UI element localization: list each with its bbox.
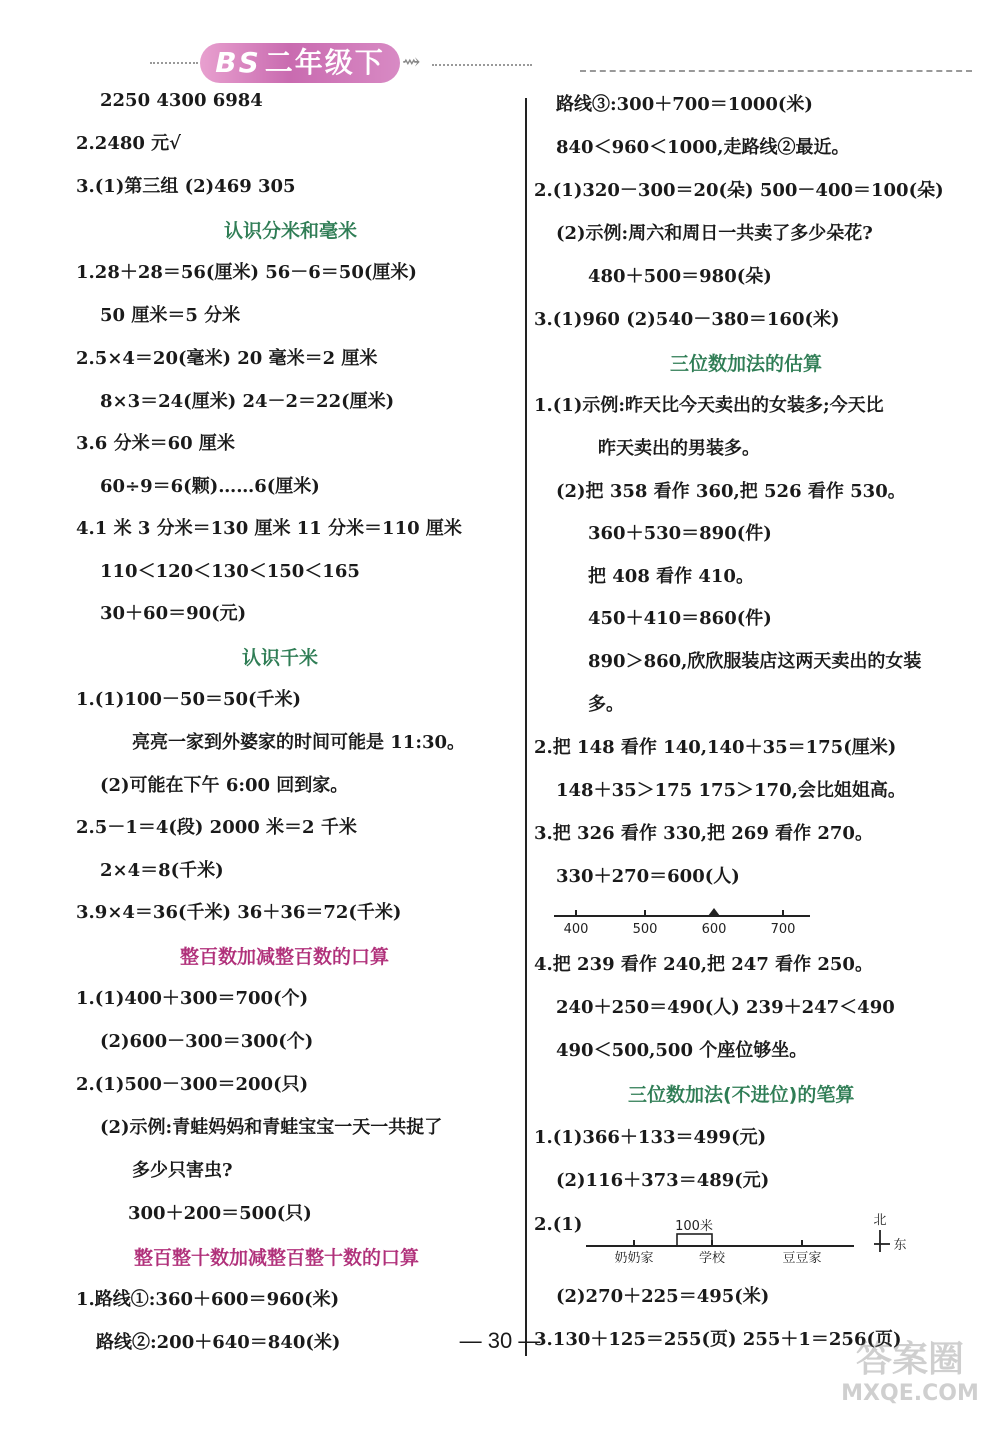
footer-dash-right: —: [518, 1328, 541, 1353]
scale-label: 100米: [675, 1219, 713, 1234]
answer-line: (2)把 358 看作 360,把 526 看作 530。: [556, 481, 906, 502]
series-code: BS: [215, 46, 261, 79]
section-heading: 整百整十数加减整百整十数的口算: [134, 1247, 420, 1269]
answer-line: 4.把 239 看作 240,把 247 看作 250。: [534, 954, 873, 975]
compass-icon: [873, 1213, 906, 1253]
answer-line: 3.(1)960 (2)540－380＝160(米): [534, 309, 840, 330]
scale-segment: [677, 1234, 712, 1246]
section-heading: 认识千米: [242, 647, 319, 669]
answer-line: 路线②:200＋640＝840(米): [96, 1332, 341, 1353]
answer-line: 多少只害虫?: [132, 1160, 233, 1181]
answer-line: 2.(1): [534, 1214, 583, 1235]
answer-line: (2)116＋373＝489(元): [556, 1170, 770, 1191]
header-dotted-rule-right: [432, 64, 532, 66]
answer-line: 8×3＝24(厘米) 24－2＝22(厘米): [100, 391, 395, 412]
answer-line: 2.把 148 看作 140,140＋35＝175(厘米): [534, 737, 897, 758]
arrow-icon: ⇝: [402, 50, 421, 75]
number-line-label: 600: [701, 922, 727, 937]
answer-line: 300＋200＝500(只): [128, 1203, 312, 1224]
section-heading: 整百数加减整百数的口算: [180, 946, 390, 968]
answer-line: (2)示例:周六和周日一共卖了多少朵花?: [556, 223, 873, 244]
header-dashed-rule: [580, 70, 972, 72]
answer-line: 把 408 看作 410。: [588, 566, 754, 587]
answer-line: 240＋250＝490(人) 239＋247＜490: [556, 997, 895, 1018]
answer-line: 2.5－1＝4(段) 2000 米＝2 千米: [76, 817, 357, 838]
answer-line: 480＋500＝980(朵): [588, 266, 772, 287]
answer-line: (2)270＋225＝495(米): [556, 1286, 770, 1307]
place-label: 奶奶家: [614, 1251, 654, 1264]
answer-line: 3.9×4＝36(千米) 36＋36＝72(千米): [76, 902, 402, 923]
place-label: 学校: [698, 1251, 726, 1264]
place-label: 豆豆家: [782, 1251, 822, 1264]
answer-line: 840＜960＜1000,走路线②最近。: [556, 137, 850, 158]
answer-line: 亮亮一家到外婆家的时间可能是 11:30。: [132, 732, 466, 753]
answer-line: 490＜500,500 个座位够坐。: [556, 1040, 808, 1061]
answer-line: 110＜120＜130＜150＜165: [100, 561, 360, 582]
section-heading: 三位数加法的估算: [670, 353, 823, 375]
answer-line: 1.(1)示例:昨天比今天卖出的女装多;今天比: [534, 395, 884, 416]
answer-line: 昨天卖出的男装多。: [598, 438, 760, 459]
answer-line: 2.2480 元√: [76, 133, 181, 154]
answer-line: 3.(1)第三组 (2)469 305: [76, 176, 296, 197]
answer-line: 1.(1)366＋133＝499(元): [534, 1127, 767, 1148]
number-line-marker: [708, 908, 720, 916]
answer-line: 4.1 米 3 分米＝130 厘米 11 分米＝110 厘米: [76, 518, 462, 539]
footer-dash-left: —: [459, 1328, 482, 1353]
answer-line: 360＋530＝890(件): [588, 523, 772, 544]
section-heading: 三位数加法(不进位)的笔算: [628, 1084, 855, 1106]
compass-east-label: 东: [893, 1238, 907, 1253]
answer-line: (2)600－300＝300(个): [100, 1031, 314, 1052]
answer-line: 330＋270＝600(人): [556, 866, 740, 887]
answer-line: 3.130＋125＝255(页) 255＋1＝256(页): [534, 1329, 902, 1350]
number-line-label: 700: [770, 922, 796, 937]
answer-line: 1.(1)400＋300＝700(个): [76, 988, 309, 1009]
answer-line: 3.把 326 看作 330,把 269 看作 270。: [534, 823, 873, 844]
answer-line: 路线③:300＋700＝1000(米): [556, 94, 813, 115]
answer-line: 多。: [588, 694, 624, 715]
answer-line: (2)示例:青蛙妈妈和青蛙宝宝一天一共捉了: [100, 1117, 443, 1138]
compass-north-label: 北: [873, 1213, 887, 1228]
answer-line: 2×4＝8(千米): [100, 860, 224, 881]
answer-line: 148＋35＞175 175＞170,会比姐姐高。: [556, 780, 906, 801]
answer-line: 3.6 分米＝60 厘米: [76, 433, 235, 454]
route-diagram: [584, 1200, 944, 1264]
answer-line: (2)可能在下午 6:00 回到家。: [100, 775, 349, 796]
answer-line: 1.(1)100－50＝50(千米): [76, 689, 302, 710]
section-heading: 认识分米和毫米: [224, 220, 358, 242]
answer-line: 30＋60＝90(元): [100, 603, 247, 624]
answer-line: 890＞860,欣欣服装店这两天卖出的女装: [588, 651, 922, 672]
answer-line: 450＋410＝860(件): [588, 608, 772, 629]
site-watermark: [830, 1340, 990, 1420]
answer-line: 60÷9＝6(颗)……6(厘米): [100, 476, 320, 497]
answer-line: 1.路线①:360＋600＝960(米): [76, 1289, 340, 1310]
number-line-label: 500: [632, 922, 658, 937]
grade-banner: [200, 43, 400, 83]
header-dotted-rule-left: [150, 62, 198, 64]
page-number: 30: [487, 1328, 513, 1353]
number-line: [552, 902, 812, 938]
answer-line: 2.(1)320－300＝20(朵) 500－400＝100(朵): [534, 180, 944, 201]
answer-line: 2.5×4＝20(毫米) 20 毫米＝2 厘米: [76, 348, 378, 369]
answer-line: 2250 4300 6984: [100, 90, 263, 111]
answer-line: 50 厘米＝5 分米: [100, 305, 241, 326]
column-divider: [525, 98, 527, 1356]
watermark-text: 答案圈: [855, 1339, 964, 1380]
watermark-domain: MXQE.COM: [841, 1381, 979, 1406]
number-line-label: 400: [563, 922, 589, 937]
answer-line: 1.28＋28＝56(厘米) 56－6＝50(厘米): [76, 262, 417, 283]
page-header: [0, 0, 1000, 90]
grade-label: 二年级下: [264, 46, 385, 79]
answer-line: 2.(1)500－300＝200(只): [76, 1074, 309, 1095]
